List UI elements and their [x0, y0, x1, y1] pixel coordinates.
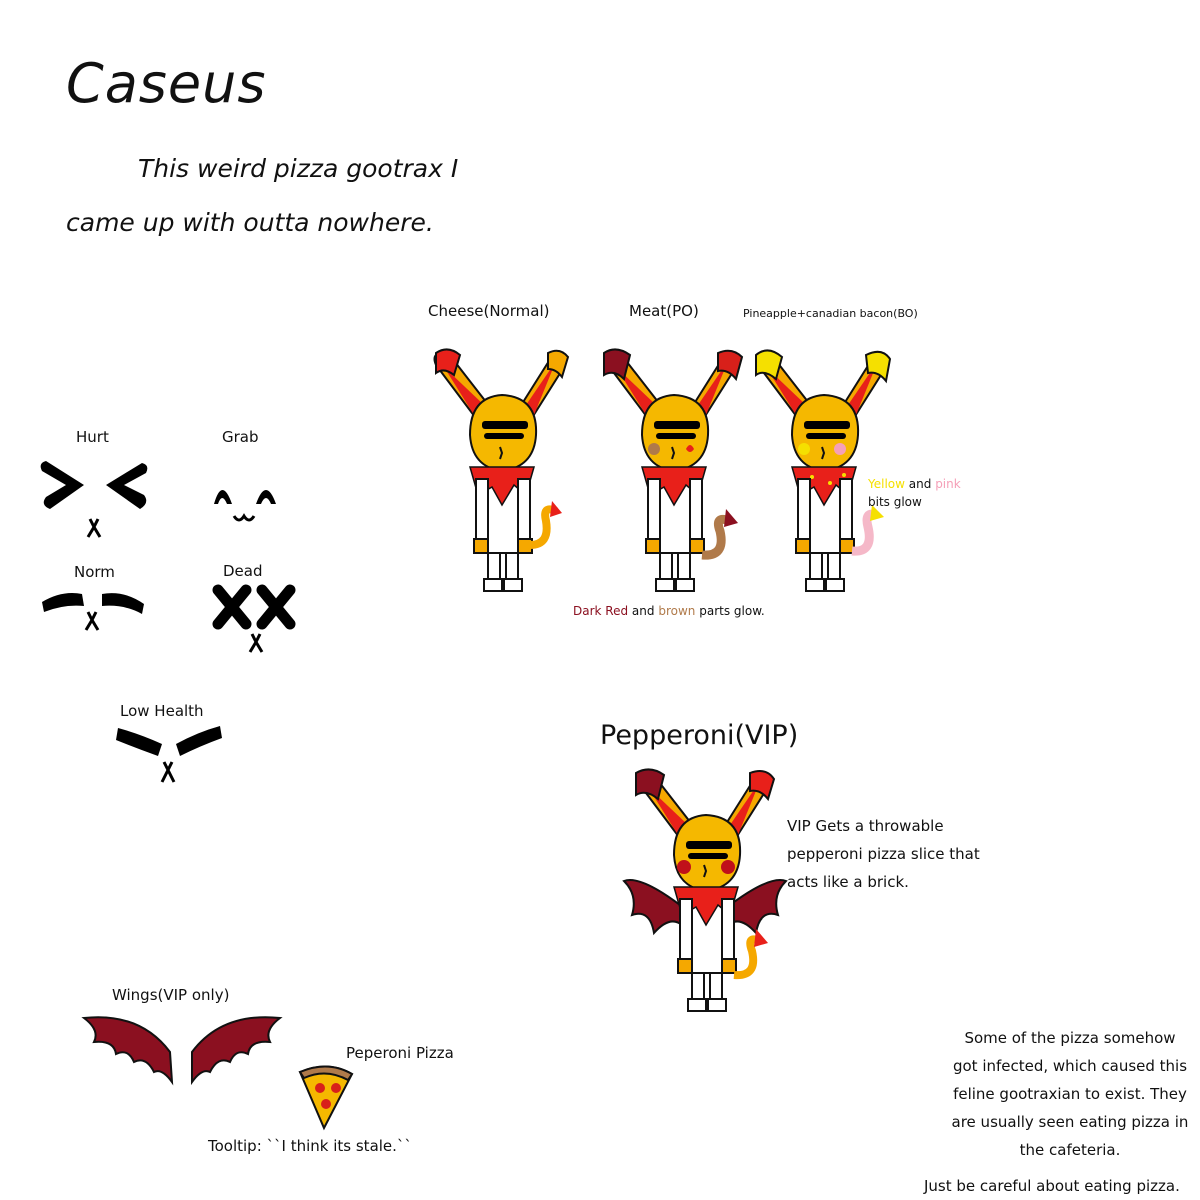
pizza-label: Peperoni Pizza [346, 1044, 454, 1062]
intro-line-1: This weird pizza gootrax I [138, 154, 459, 183]
pineapple-character-illustration [752, 345, 892, 595]
page-title: Caseus [66, 52, 267, 115]
note-rest: parts glow. [699, 604, 765, 618]
face-label-hurt: Hurt [76, 428, 109, 446]
note-and: and [631, 604, 655, 618]
note-and-2: and [908, 477, 932, 491]
lore-paragraph [940, 1024, 1200, 1164]
lore-line-3: feline gootraxian to exist. They [953, 1085, 1187, 1103]
wings-icon [80, 1012, 285, 1092]
dead-face-icon [212, 584, 296, 659]
pepperoni-desc-line-2: pepperoni pizza slice that [787, 845, 980, 863]
low-health-face-icon [112, 722, 227, 790]
note-yellow: Yellow [868, 477, 905, 491]
face-label-low-health: Low Health [120, 702, 204, 720]
pineapple-glow-note [868, 477, 961, 509]
grab-face-icon [208, 470, 288, 530]
face-label-grab: Grab [222, 428, 259, 446]
intro-text [66, 142, 586, 250]
note-brown: brown [658, 604, 696, 618]
tooltip-text: Tooltip: ``I think its stale.`` [208, 1137, 412, 1155]
intro-line-2: came up with outta nowhere. [66, 208, 434, 237]
warning-text: Just be careful about eating pizza. [924, 1177, 1180, 1195]
lore-line-4: are usually seen eating pizza in [951, 1113, 1189, 1131]
lore-line-2: got infected, which caused this [952, 1057, 1188, 1075]
norm-face-icon [38, 582, 150, 634]
note-dark-red: Dark Red [573, 604, 629, 618]
pepperoni-desc-line-3: acts like a brick. [787, 873, 909, 891]
hurt-face-icon [36, 455, 156, 550]
wings-label: Wings(VIP only) [112, 986, 230, 1004]
note-bits-glow: bits glow [868, 495, 922, 509]
face-label-norm: Norm [74, 563, 115, 581]
face-label-dead: Dead [223, 562, 263, 580]
pizza-slice-icon [298, 1062, 358, 1132]
variant-label-cheese: Cheese(Normal) [428, 302, 550, 320]
cheese-character-illustration [430, 345, 570, 595]
pepperoni-desc-line-1: VIP Gets a throwable [787, 817, 944, 835]
pepperoni-title: Pepperoni(VIP) [600, 720, 799, 751]
pepperoni-description [787, 812, 980, 896]
lore-line-5: the cafeteria. [1019, 1141, 1121, 1159]
variant-label-pineapple: Pineapple+canadian bacon(BO) [743, 307, 918, 320]
meat-character-illustration [602, 345, 742, 595]
lore-line-1: Some of the pizza somehow [964, 1029, 1176, 1047]
meat-glow-note [573, 604, 765, 618]
variant-label-meat: Meat(PO) [629, 302, 699, 320]
pepperoni-character-illustration [620, 765, 790, 1015]
note-pink: pink [935, 477, 961, 491]
